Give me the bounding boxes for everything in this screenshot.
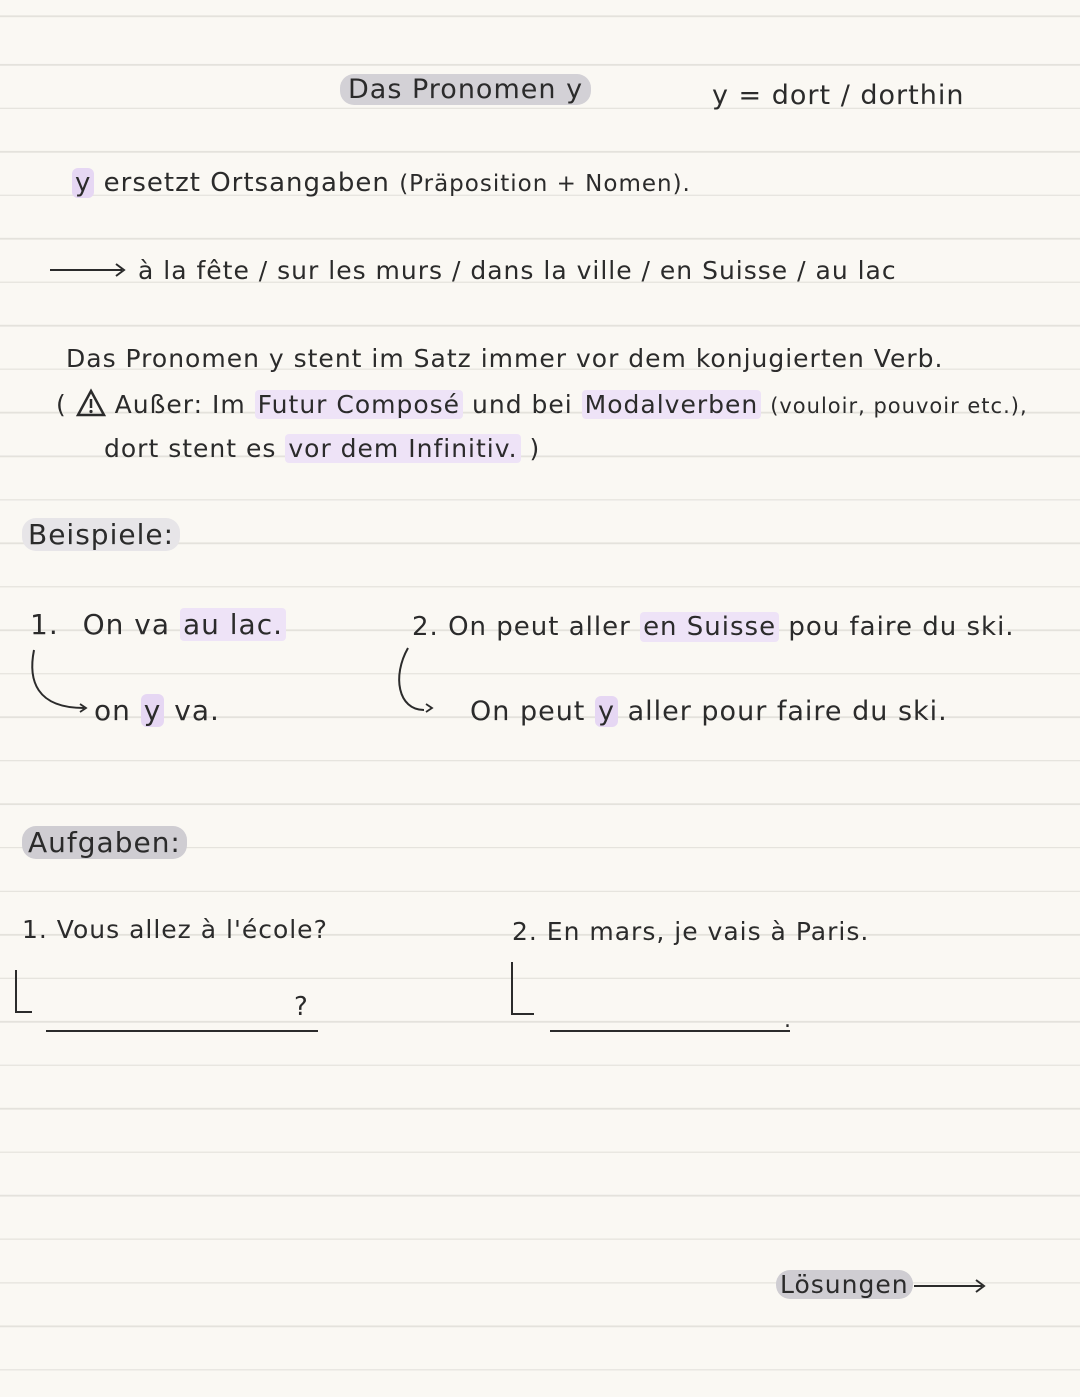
im-label: Im bbox=[211, 390, 246, 419]
definition: y = dort / dorthin bbox=[712, 80, 965, 111]
example-2-answer-start: On peut bbox=[470, 696, 586, 727]
task-2-answer-blank[interactable] bbox=[550, 1030, 790, 1032]
intro-line bbox=[72, 168, 691, 198]
loesungen-link[interactable] bbox=[776, 1270, 913, 1299]
example-1-answer-y: y bbox=[141, 694, 165, 727]
return-arrow-icon bbox=[506, 962, 546, 1022]
example-1 bbox=[30, 608, 286, 641]
rule-line-3 bbox=[104, 434, 540, 463]
futur-compose: Futur Composé bbox=[255, 390, 463, 419]
task-2-period: . bbox=[784, 1008, 792, 1033]
return-arrow-icon bbox=[26, 650, 96, 710]
loesungen-text: Lösungen bbox=[776, 1270, 913, 1299]
example-1-num: 1. bbox=[30, 608, 59, 641]
task-2: 2. En mars, je vais à Paris. bbox=[512, 917, 870, 946]
example-2-answer bbox=[470, 696, 948, 727]
example-1-place: au lac. bbox=[180, 608, 286, 641]
aufgaben-heading bbox=[22, 826, 187, 859]
example-2-answer-end: aller pour faire du ski. bbox=[627, 696, 948, 727]
examples-line: à la fête / sur les murs / dans la ville / en Suisse / au lac bbox=[138, 256, 897, 285]
intro-text-after: (Präposition + Nomen). bbox=[399, 171, 691, 197]
task-1-answer-blank[interactable] bbox=[46, 1030, 318, 1032]
task-1: 1. Vous allez à l'école? bbox=[22, 915, 328, 944]
beispiele-heading bbox=[22, 518, 180, 551]
page-title bbox=[340, 74, 591, 105]
rule-line-3-start: dort stent es bbox=[104, 434, 277, 463]
example-1-text: On va bbox=[82, 608, 171, 641]
vor-dem-infinitiv: vor dem Infinitiv. bbox=[285, 434, 520, 463]
return-arrow-icon bbox=[394, 648, 454, 718]
warning-icon bbox=[76, 389, 106, 417]
ausser-label: Außer: bbox=[114, 390, 204, 419]
modalverben: Modalverben bbox=[582, 390, 762, 419]
task-1-question-mark: ? bbox=[294, 992, 309, 1022]
rule-line-2 bbox=[56, 389, 1028, 419]
intro-pronoun: y bbox=[72, 168, 94, 198]
intro-text-before: ersetzt bbox=[103, 168, 201, 198]
title-highlight bbox=[340, 74, 591, 105]
example-2-answer-y: y bbox=[595, 696, 618, 727]
beispiele-heading-text: Beispiele: bbox=[22, 518, 180, 551]
example-2-rest: pou faire du ski. bbox=[788, 612, 1015, 642]
rule-line-1: Das Pronomen y stent im Satz immer vor dem konjugierten Verb. bbox=[66, 344, 944, 373]
modal-examples: (vouloir, pouvoir etc.), bbox=[770, 394, 1028, 418]
example-2-place: en Suisse bbox=[640, 612, 779, 642]
example-2-num: 2. bbox=[412, 612, 439, 642]
example-2-text: On peut aller bbox=[448, 612, 631, 642]
aufgaben-heading-text: Aufgaben: bbox=[22, 826, 187, 859]
example-1-answer-start: on bbox=[94, 694, 131, 727]
paren-open: ( bbox=[56, 390, 67, 419]
title-pronoun: y bbox=[566, 74, 584, 105]
paren-close: ) bbox=[529, 434, 541, 463]
arrow-right-icon bbox=[50, 262, 130, 282]
example-1-answer bbox=[94, 694, 220, 727]
return-arrow-icon bbox=[12, 970, 52, 1020]
arrow-right-icon bbox=[914, 1278, 994, 1298]
intro-highlight: Ortsangaben bbox=[210, 168, 390, 198]
example-1-answer-end: va. bbox=[174, 694, 220, 727]
und-bei: und bei bbox=[472, 390, 573, 419]
example-2 bbox=[412, 612, 1015, 642]
title-text: Das Pronomen bbox=[348, 74, 557, 105]
